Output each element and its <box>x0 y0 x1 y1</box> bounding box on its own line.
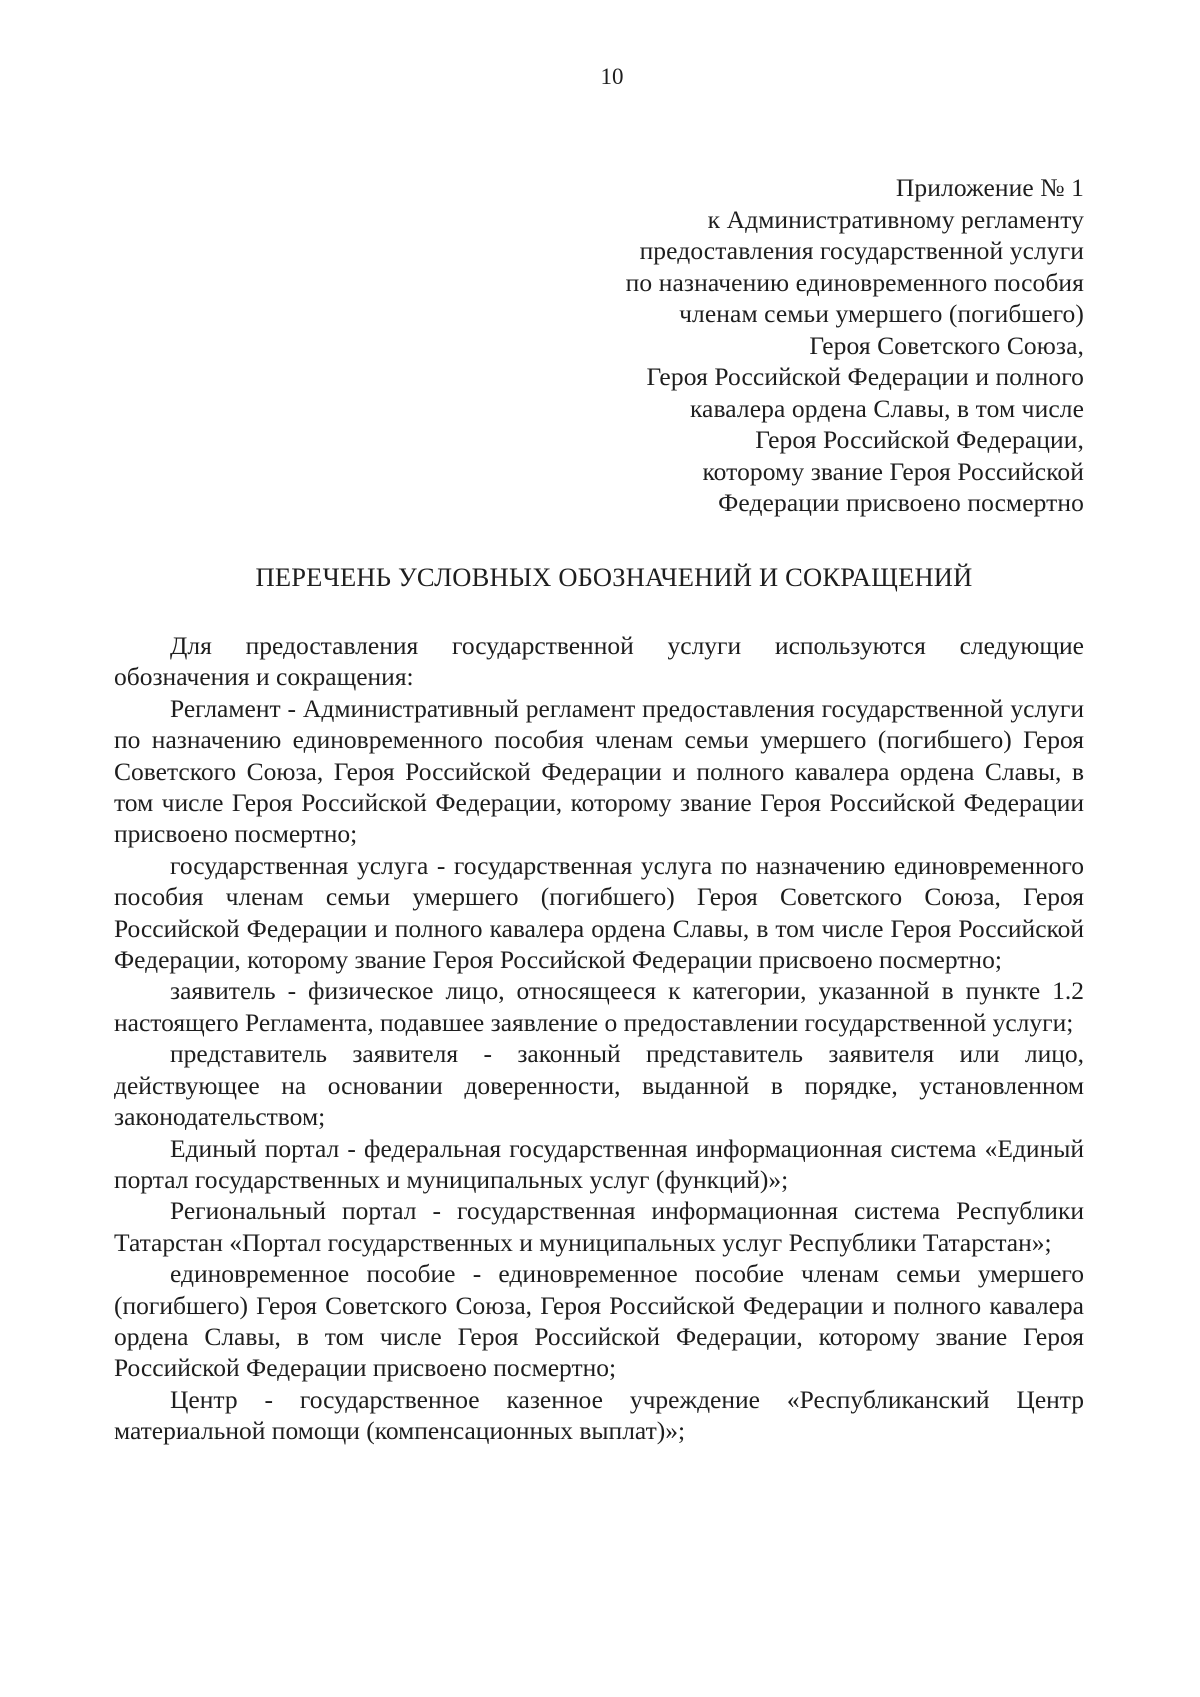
definition-regionalnyi-portal: Региональный портал - государственная информационная система Республики Татарстан «Портал государственных и муниципальных услуг Республики Татарстан»; <box>114 1196 1084 1257</box>
appendix-line: по назначению единовременного пособия <box>625 267 1084 297</box>
appendix-line: Федерации присвоено посмертно <box>718 488 1084 517</box>
body-paragraph-intro: Для предоставления государственной услуги используются следующие обозначения и сокращения: <box>114 631 1084 692</box>
page-number: 10 <box>600 64 624 89</box>
appendix-line: которому звание Героя Российской <box>702 456 1084 486</box>
appendix-line: Приложение № 1 <box>895 173 1084 202</box>
appendix-line: Героя Российской Федерации и полного <box>646 362 1084 391</box>
document-body <box>114 630 1084 1447</box>
definition-zayavitel: заявитель - физическое лицо, относящееся к категории, указанной в пункте 1.2 настоящего Регламента, подавшее заявление о предоставлении государственной услуги; <box>114 976 1084 1037</box>
appendix-header <box>626 172 1084 519</box>
definition-posobie: единовременное пособие - единовременное пособие членам семьи умершего (погибшего) Героя Советского Союза, Героя Российской Федерации и полного кавалера ордена Славы, в том числе Героя Российской Федерации, которому звание Героя Российской Федерации присвоено посмертно; <box>114 1259 1084 1383</box>
definition-reglament: Регламент - Административный регламент предоставления государственной услуги по назначению единовременного пособия членам семьи умершего (погибшего) Героя Советского Союза, Героя Российской Федерации и полного кавалера ордена Славы, в том числе Героя Российской Федерации, которому звание Героя Российской Федерации присвоено посмертно; <box>114 693 1084 849</box>
definition-centr: Центр - государственное казенное учреждение «Республиканский Центр материальной помощи (компенсационных выплат)»; <box>114 1384 1084 1446</box>
appendix-line: Героя Советского Союза, <box>809 330 1084 360</box>
appendix-line: предоставления государственной услуги <box>639 236 1084 265</box>
definition-predstavitel: представитель заявителя - законный представитель заявителя или лицо, действующее на основании доверенности, выданной в порядке, установленном законодательством; <box>114 1039 1084 1132</box>
definition-edinyi-portal: Единый портал - федеральная государственная информационная система «Единый портал государственных и муниципальных услуг (функций)»; <box>114 1133 1084 1194</box>
document-title: ПЕРЕЧЕНЬ УСЛОВНЫХ ОБОЗНАЧЕНИЙ И СОКРАЩЕНИЙ <box>255 562 973 592</box>
appendix-line: Героя Российской Федерации, <box>755 425 1084 454</box>
definition-gos-usluga: государственная услуга - государственная услуга по назначению единовременного пособия членам семьи умершего (погибшего) Героя Советского Союза, Героя Российской Федерации и полного кавалера ордена Славы, в том числе Героя Российской Федерации, которому звание Героя Российской Федерации присвоено посмертно; <box>114 850 1084 975</box>
appendix-line: членам семьи умершего (погибшего) <box>679 299 1084 328</box>
appendix-line: к Административному регламенту <box>707 204 1084 234</box>
appendix-line: кавалера ордена Славы, в том числе <box>689 393 1084 423</box>
